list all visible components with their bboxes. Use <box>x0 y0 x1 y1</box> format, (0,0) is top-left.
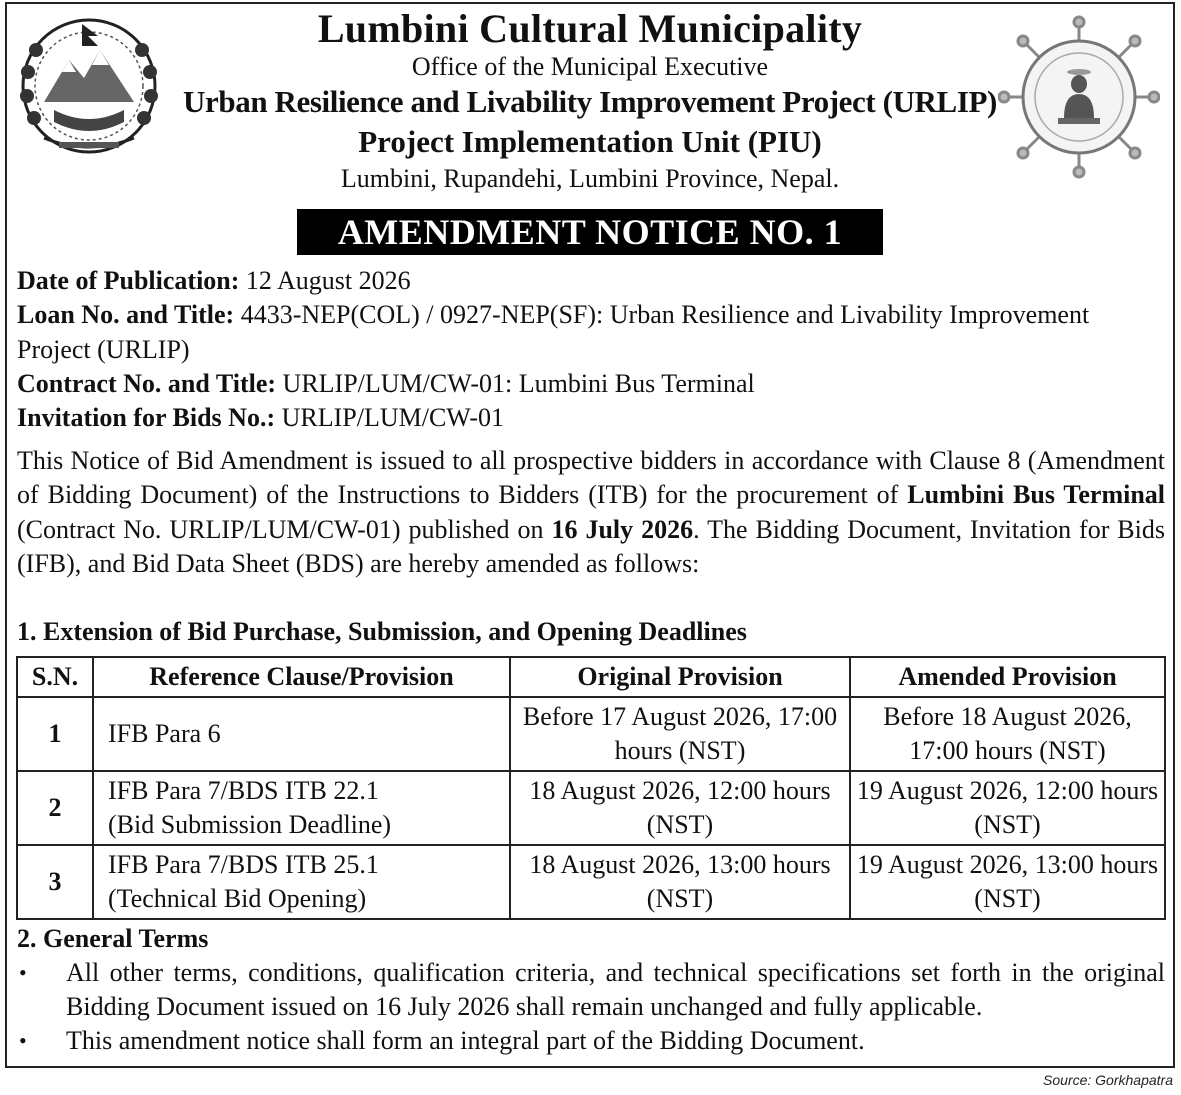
intro-text-2: (Contract No. URLIP/LUM/CW-01) published on <box>17 514 544 544</box>
loan-label: Loan No. and Title: <box>17 300 235 330</box>
publication-date <box>17 264 1167 298</box>
header <box>170 6 1010 196</box>
intro-published-date: 16 July 2026 <box>551 514 694 544</box>
row-reference <box>93 771 510 845</box>
notice-title: AMENDMENT NOTICE NO. 1 <box>297 209 883 255</box>
intro-paragraph <box>17 444 1165 581</box>
reference-line-1: IFB Para 7/BDS ITB 22.1 <box>108 776 379 805</box>
address: Lumbini, Rupandehi, Lumbini Province, Nepal. <box>340 164 840 193</box>
row-sn: 2 <box>17 771 93 845</box>
table-row <box>17 697 1165 771</box>
table-row <box>17 845 1165 919</box>
source-credit: Source: Gorkhapatra <box>1043 1072 1173 1088</box>
section-2-heading: 2. General Terms <box>17 924 209 953</box>
project-name: Urban Resilience and Livability Improvement Project (URLIP) <box>183 84 997 119</box>
ifb-value: URLIP/LUM/CW-01 <box>281 403 505 433</box>
contract-value: URLIP/LUM/CW-01: Lumbini Bus Terminal <box>282 368 755 398</box>
reference-line-1: IFB Para 7/BDS ITB 25.1 <box>108 850 379 879</box>
nepal-emblem-icon <box>14 10 164 160</box>
row-original: Before 17 August 2026, 17:00 hours (NST) <box>510 697 850 771</box>
column-header-amended: Amended Provision <box>850 657 1165 697</box>
ifb-label: Invitation for Bids No.: <box>17 403 276 433</box>
office-name: Office of the Municipal Executive <box>411 52 769 81</box>
intro-text-1: This Notice of Bid Amendment is issued to all prospective bidders in accordance with Clause 8 (Amendment of Bidding Document) of the Instructions to Bidders (ITB) for the procurement of <box>17 446 1165 510</box>
general-terms-list <box>17 956 1165 1058</box>
list-item <box>17 1024 1165 1058</box>
row-sn: 3 <box>17 845 93 919</box>
list-item <box>17 956 1165 1024</box>
contract-label: Contract No. and Title: <box>17 368 277 398</box>
contract-info <box>17 367 1167 401</box>
row-reference <box>93 697 510 771</box>
section-1-heading: 1. Extension of Bid Purchase, Submission, and Opening Deadlines <box>17 617 747 646</box>
column-header-reference: Reference Clause/Provision <box>93 657 510 697</box>
loan-value: 4433-NEP(COL) / 0927-NEP(SF): Urban Resilience and Livability Improvement Project (URLIP) <box>17 300 1090 364</box>
row-amended: Before 18 August 2026, 17:00 hours (NST) <box>850 697 1165 771</box>
date-value: 12 August 2026 <box>245 266 411 295</box>
municipality-name: Lumbini Cultural Municipality <box>317 6 863 51</box>
ifb-info <box>17 401 1167 435</box>
column-header-original: Original Provision <box>510 657 850 697</box>
amendment-table <box>16 656 1166 920</box>
list-item-text: This amendment notice shall form an integral part of the Bidding Document. <box>66 1026 865 1055</box>
municipality-seal-icon <box>998 14 1160 180</box>
loan-info <box>17 298 1167 367</box>
row-amended: 19 August 2026, 12:00 hours (NST) <box>850 771 1165 845</box>
table-header-row <box>17 657 1165 697</box>
reference-line-2: (Bid Submission Deadline) <box>108 810 392 839</box>
intro-project-name: Lumbini Bus Terminal <box>907 480 1166 510</box>
list-item-text: All other terms, conditions, qualification criteria, and technical specifications set forth in the original Bidding Document issued on 16 July 2026 shall remain unchanged and fully applicable. <box>66 958 1165 1021</box>
reference-line-1: IFB Para 6 <box>108 719 221 748</box>
row-sn: 1 <box>17 697 93 771</box>
column-header-sn: S.N. <box>17 657 93 697</box>
table-row <box>17 771 1165 845</box>
unit-name: Project Implementation Unit (PIU) <box>358 124 822 159</box>
intro-text-3: . The Bidding Document, Invitation for Bids (IFB), and Bid Data Sheet (BDS) are hereby amended as follows: <box>17 514 1165 578</box>
row-reference <box>93 845 510 919</box>
row-original: 18 August 2026, 13:00 hours (NST) <box>510 845 850 919</box>
bullet-icon: • <box>19 960 27 985</box>
reference-line-2: (Technical Bid Opening) <box>108 884 367 913</box>
bullet-icon: • <box>19 1028 27 1053</box>
row-amended: 19 August 2026, 13:00 hours (NST) <box>850 845 1165 919</box>
row-original: 18 August 2026, 12:00 hours (NST) <box>510 771 850 845</box>
date-label: Date of Publication: <box>17 266 240 295</box>
notice-meta <box>17 264 1167 435</box>
